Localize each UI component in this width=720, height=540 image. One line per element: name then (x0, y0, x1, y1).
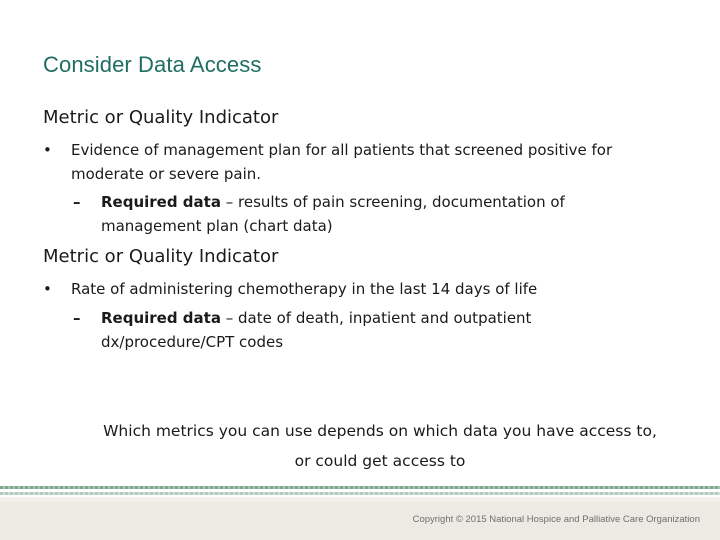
callout-line: Which metrics you can use depends on which data you have access to, (103, 422, 657, 440)
sub-bullet-line (101, 306, 631, 330)
sub-bullet-2 (73, 306, 673, 354)
required-data-label: Required data (101, 309, 221, 327)
footer-divider (0, 486, 720, 489)
required-data-label: Required data (101, 193, 221, 211)
sub-bullet-marker: – (73, 309, 81, 327)
bullet-marker: • (43, 141, 52, 159)
bullet-text-line: Evidence of management plan for all patients that screened positive for (71, 141, 613, 159)
slide-title: Consider Data Access (43, 52, 262, 77)
sub-bullet-text: – results of pain screening, documentation of (220, 193, 565, 211)
bullet-item-2 (43, 277, 683, 301)
bullet-item-1 (43, 138, 683, 186)
sub-bullet-line: management plan (chart data) (101, 217, 333, 235)
section-heading-2: Metric or Quality Indicator (43, 246, 279, 267)
callout-line: or could get access to (294, 452, 466, 470)
callout-text (60, 416, 700, 476)
sub-bullet-text: – date of death, inpatient and outpatient (220, 309, 532, 327)
sub-bullet-line: dx/procedure/CPT codes (101, 333, 284, 351)
bullet-text-line: moderate or severe pain. (71, 165, 262, 183)
sub-bullet-1 (73, 190, 673, 238)
footer-divider (0, 492, 720, 495)
sub-bullet-marker: – (73, 193, 81, 211)
bullet-marker: • (43, 280, 52, 298)
copyright-notice: Copyright © 2015 National Hospice and Palliative Care Organization (412, 514, 700, 525)
section-heading-1: Metric or Quality Indicator (43, 107, 279, 128)
bullet-text-line: Rate of administering chemotherapy in the last 14 days of life (71, 280, 538, 298)
sub-bullet-line (101, 190, 631, 214)
